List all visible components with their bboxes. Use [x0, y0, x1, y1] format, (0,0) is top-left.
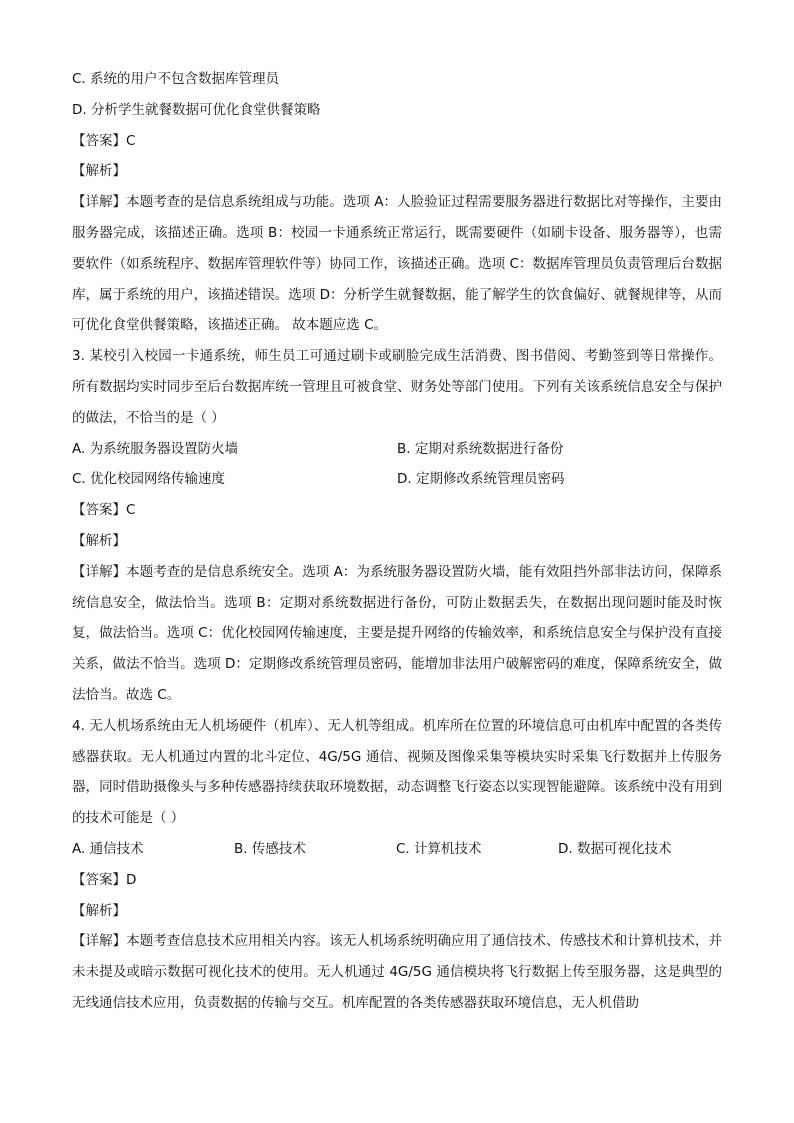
q3-analysis-label: 【解析】 — [72, 532, 126, 549]
q4-answer: 【答案】D — [72, 871, 137, 888]
q3-stem: 3. 某校引入校园一卡通系统，师生员工可通过刷卡或刷脸完成生活消费、图书借阅、考勤签到等日常操作。所有数据均实时同步至后台数据库统一管理且可被食堂、财务处等部门使用。下列有关该系统信息安全与保护的做法，不恰当的是（ ） — [72, 348, 722, 426]
q3-options-row-1 — [72, 434, 722, 465]
q2-analysis-label: 【解析】 — [72, 163, 126, 180]
q2-option-d: D. 分析学生就餐数据可优化食堂供餐策略 — [72, 101, 321, 118]
q3-option-d: D. 定期修改系统管理员密码 — [397, 471, 565, 488]
q4-detail: 【详解】本题考查信息技术应用相关内容。该无人机场系统明确应用了通信技术、传感技术和计算机技术，并未未提及或暗示数据可视化技术的使用。无人机通过 4G/5G 通信模块将飞行数据上传至服务器，这是典型的无线通信技术应用，负责数据的传输与交互。机库配置的各类传感器获取环境信息，无人机借助 — [72, 933, 722, 1011]
q2-detail: 【详解】本题考查的是信息系统组成与功能。选项 A：人脸验证过程需要服务器进行数据比对等操作，主要由服务器完成，该描述正确。选项 B：校园一卡通系统正常运行，既需要硬件（如刷卡设备、服务器等），也需要软件（如系统程序、数据库管理软件等）协同工作，该描述正确。选项 C：数据库管理员负责管理后台数据库，属于系统的用户，该描述错误。选项 D：分析学生就餐数据，能了解学生的饮食偏好、就餐规律等，从而可优化食堂供餐策略，该描述正确。 故本题应选 C。 — [72, 194, 722, 334]
q4-option-a: A. 通信技术 — [72, 840, 144, 857]
q4-option-b: B. 传感技术 — [234, 840, 306, 857]
q2-answer: 【答案】C — [72, 132, 136, 149]
q3-options-row-2 — [72, 464, 722, 495]
q3-detail: 【详解】本题考查的是信息系统安全。选项 A：为系统服务器设置防火墙，能有效阻挡外部非法访问，保障系统信息安全，做法恰当。选项 B：定期对系统数据进行备份，可防止数据丢失，在数据出现问题时能及时恢复，做法恰当。选项 C：优化校园网传输速度，主要是提升网络的传输效率，和系统信息安全与保护没有直接关系，做法不恰当。选项 D：定期修改系统管理员密码，能增加非法用户破解密码的难度，保障系统安全，做法恰当。故选 C。 — [72, 563, 722, 703]
document-body — [72, 64, 722, 1019]
q4-option-c: C. 计算机技术 — [396, 840, 482, 857]
q3-option-b: B. 定期对系统数据进行备份 — [397, 440, 564, 457]
q4-analysis-label: 【解析】 — [72, 902, 126, 919]
q2-option-c: C. 系统的用户不包含数据库管理员 — [72, 71, 280, 87]
q3-option-a: A. 为系统服务器设置防火墙 — [72, 440, 239, 457]
q4-options-row — [72, 834, 722, 865]
q4-stem: 4. 无人机场系统由无人机场硬件（机库）、无人机等组成。机库所在位置的环境信息可由机库中配置的各类传感器获取。无人机通过内置的北斗定位、4G/5G 通信、视频及图像采集等模块实时采集飞行数据并上传服务器，同时借助摄像头与多种传感器持续获取环境数据，动态调整飞行姿态以实现智能避障。该系统中没有用到的技术可能是（ ） — [72, 717, 722, 827]
q3-option-c: C. 优化校园网络传输速度 — [72, 471, 226, 488]
q4-option-d: D. 数据可视化技术 — [558, 840, 672, 857]
q3-answer: 【答案】C — [72, 502, 136, 519]
